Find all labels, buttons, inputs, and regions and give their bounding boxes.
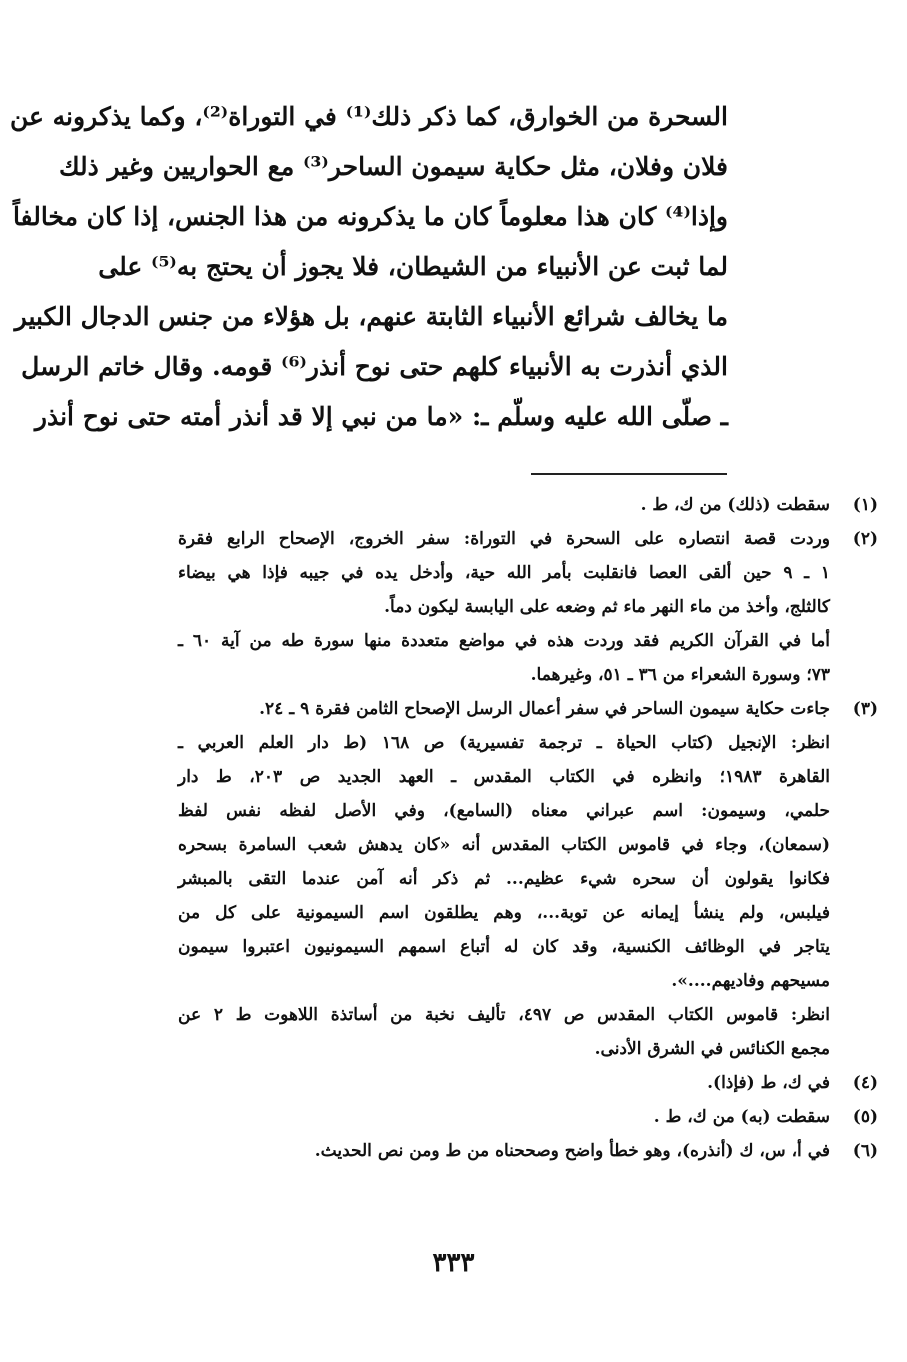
footnote-line: أما في القرآن الكريم فقد وردت هذه في مواضع متعددة منها سورة طه من آية ٦٠ ـ <box>178 631 830 651</box>
footnote-line: فكانوا يقولون أن سحره شيء عظيم... ثم ذكر أنه آمن عندما التقى بالمبشر <box>178 869 830 889</box>
footnote-body <box>178 1134 830 1168</box>
footnote <box>178 488 878 522</box>
footnote-divider <box>531 473 727 475</box>
footnote-number: (٢) <box>852 529 878 549</box>
footnote <box>178 1066 878 1100</box>
footnotes-section <box>178 488 878 1168</box>
footnote-line: مجمع الكنائس في الشرق الأدنى. <box>594 1039 830 1059</box>
footnote-body <box>178 692 830 1066</box>
main-text-line: الذي أنذرت به الأنبياء كلهم حتى نوح أنذر⁽⁶⁾ قومه. وقال خاتم الرسل <box>21 352 728 381</box>
footnote-line: ٧٣؛ وسورة الشعراء من ٣٦ ـ ٥١، وغيرهما. <box>530 665 830 685</box>
footnote <box>178 1100 878 1134</box>
footnote-body <box>178 1066 830 1100</box>
footnote-line: في ك، ط (فإذا). <box>707 1073 830 1093</box>
footnote-number: (٣) <box>852 699 878 719</box>
footnote-line: سقطت (ذلك) من ك، ط . <box>640 495 830 515</box>
footnote-number: (٥) <box>852 1107 878 1127</box>
main-text-line: لما ثبت عن الأنبياء من الشيطان، فلا يجوز أن يحتج به⁽⁵⁾ على <box>98 252 728 281</box>
main-text-body <box>10 92 728 442</box>
main-text-line: وإذا⁽⁴⁾ كان هذا معلوماً كان ما يذكرونه من هذا الجنس، إذا كان مخالفاً <box>12 202 728 231</box>
footnote-line: (سمعان)، وجاء في قاموس الكتاب المقدس أنه «كان يدهش شعب السامرة بسحره <box>178 835 830 855</box>
footnote-line: مسيحهم وفاديهم....». <box>671 971 830 991</box>
footnote-line: في أ، س، ك (أنذره)، وهو خطأ واضح وصححناه من ط ومن نص الحديث. <box>314 1141 830 1161</box>
footnote-line: سقطت (به) من ك، ط . <box>653 1107 830 1127</box>
footnote <box>178 692 878 1066</box>
page-number: ٣٣٣ <box>432 1248 475 1278</box>
footnote-line: القاهرة ١٩٨٣؛ وانظره في الكتاب المقدس ـ العهد الجديد ص ٢٠٣، ط دار <box>178 767 830 787</box>
footnote-line: انظر: الإنجيل (كتاب الحياة ـ ترجمة تفسيرية) ص ١٦٨ (ط دار العلم العربي ـ <box>178 733 830 753</box>
footnote-body <box>178 488 830 522</box>
footnote-line: انظر: قاموس الكتاب المقدس ص ٤٩٧، تأليف نخبة من أساتذة اللاهوت ط ٢ عن <box>178 1005 830 1025</box>
footnote <box>178 522 878 692</box>
footnote-line: وردت قصة انتصاره على السحرة في التوراة: سفر الخروج، الإصحاح الرابع فقرة <box>178 529 830 549</box>
footnote-line: جاءت حكاية سيمون الساحر في سفر أعمال الرسل الإصحاح الثامن فقرة ٩ ـ ٢٤. <box>259 699 830 719</box>
footnote-line: فيلبس، ولم ينشأ إيمانه عن توبة...، وهم يطلقون اسم السيمونية على كل من <box>178 903 830 923</box>
footnote-line: كالثلج، وأخذ من ماء النهر ماء ثم وضعه على اليابسة ليكون دماً. <box>384 597 830 617</box>
footnote-body <box>178 522 830 692</box>
footnote <box>178 1134 878 1168</box>
footnote-line: ١ ـ ٩ حين ألقى العصا فانقلبت بأمر الله حية، وأدخل يده في جيبه فإذا هي بيضاء <box>178 563 830 583</box>
main-text-line: فلان وفلان، مثل حكاية سيمون الساحر⁽³⁾ مع الحواريين وغير ذلك <box>58 152 728 181</box>
footnote-line: يتاجر في الوظائف الكنسية، وقد كان له أتباع اسمهم السيمونيون اعتبروا سيمون <box>178 937 830 957</box>
footnote-body <box>178 1100 830 1134</box>
footnote-number: (٤) <box>852 1073 878 1093</box>
footnote-number: (٦) <box>852 1141 878 1161</box>
footnote-number: (١) <box>852 495 878 515</box>
main-text-line: ـ صلّى الله عليه وسلّم ـ: «ما من نبي إلا قد أنذر أمته حتى نوح أنذر <box>34 402 728 431</box>
footnote-line: حلمي، وسيمون: اسم عبراني معناه (السامع)، وفي الأصل لفظه نفس لفظ <box>178 801 830 821</box>
main-text-line: السحرة من الخوارق، كما ذكر ذلك⁽¹⁾ في التوراة⁽²⁾، وكما يذكرونه عن <box>10 102 728 131</box>
main-text-line: ما يخالف شرائع الأنبياء الثابتة عنهم، بل هؤلاء من جنس الدجال الكبير <box>14 302 728 331</box>
